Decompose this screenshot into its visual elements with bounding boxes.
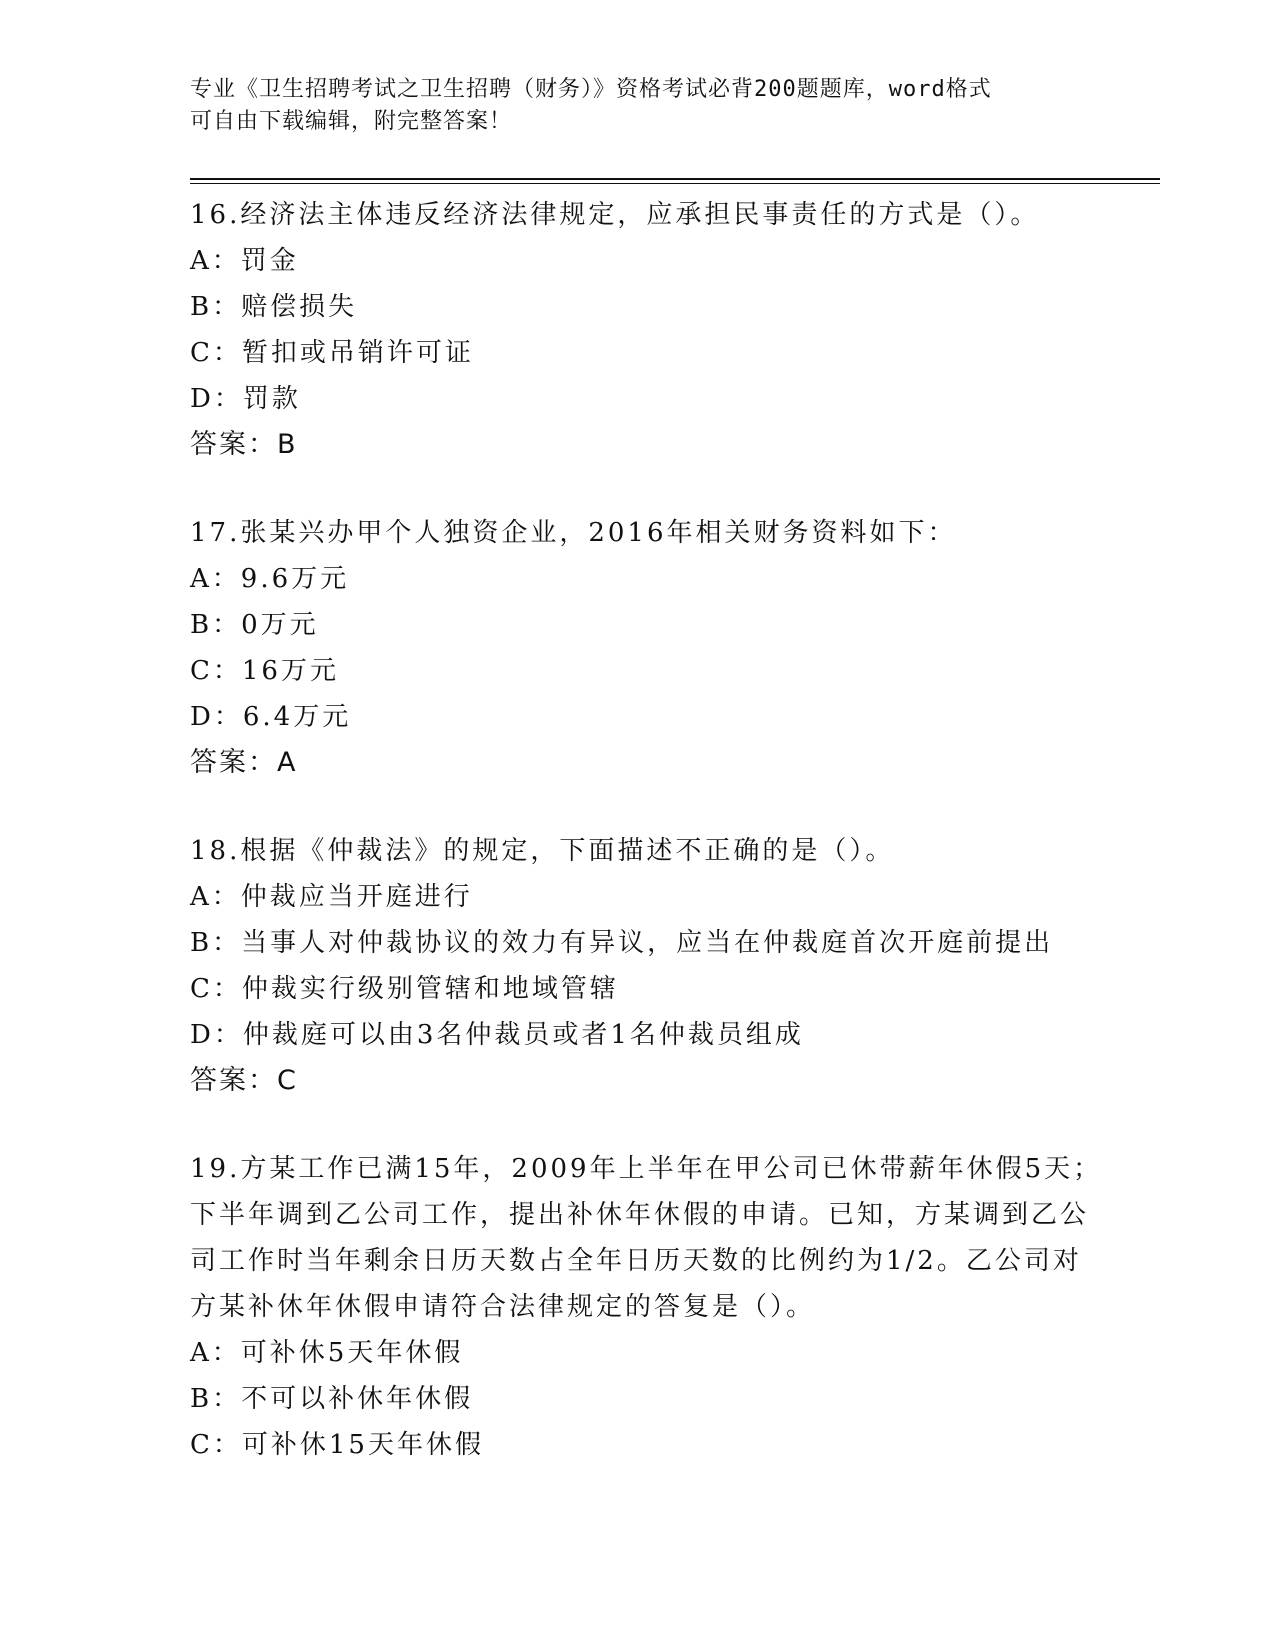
header-rule-thick [190,178,1160,180]
document-header [190,74,1090,138]
question-stem: 16.经济法主体违反经济法律规定，应承担民事责任的方式是（）。 [190,200,1040,230]
question-16 [190,192,1110,468]
question-18 [190,828,1110,1104]
header-rule-thin [190,183,1160,184]
option-d: D：仲裁庭可以由3名仲裁员或者1名仲裁员组成 [190,1020,804,1050]
option-d: D：罚款 [190,384,301,414]
question-stem: 17.张某兴办甲个人独资企业，2016年相关财务资料如下： [190,518,957,548]
header-line-1: 专业《卫生招聘考试之卫生招聘（财务）》资格考试必背200题题库，word格式 [190,77,992,102]
question-19 [190,1146,1110,1468]
option-c: C：仲裁实行级别管辖和地域管辖 [190,974,619,1004]
option-b: B：当事人对仲裁协议的效力有异议，应当在仲裁庭首次开庭前提出 [190,928,1054,958]
option-c: C：16万元 [190,656,339,686]
option-a: A：仲裁应当开庭进行 [190,882,473,912]
answer-line: 答案：B [190,429,298,460]
question-list [190,192,1110,1510]
answer-line: 答案：C [190,1065,298,1096]
option-b: B：赔偿损失 [190,292,358,322]
answer-line: 答案：A [190,747,298,778]
question-17 [190,510,1110,786]
option-a: A：罚金 [190,246,299,276]
option-b: B：不可以补休年休假 [190,1384,474,1414]
header-line-2: 可自由下载编辑，附完整答案！ [190,109,513,134]
option-c: C：可补休15天年休假 [190,1430,484,1460]
option-a: A：9.6万元 [190,564,350,594]
question-stem: 18.根据《仲裁法》的规定，下面描述不正确的是（）。 [190,836,895,866]
option-d: D：6.4万元 [190,702,352,732]
question-stem: 19.方某工作已满15年，2009年上半年在甲公司已休带薪年休假5天；下半年调到乙公司工作，提出补休年休假的申请。已知，方某调到乙公司工作时当年剩余日历天数占全年日历天数的比例约为1/2。乙公司对方某补休年休假申请符合法律规定的答复是（）。 [190,1154,1103,1322]
option-b: B：0万元 [190,610,319,640]
option-c: C：暂扣或吊销许可证 [190,338,474,368]
option-a: A：可补休5天年休假 [190,1338,464,1368]
